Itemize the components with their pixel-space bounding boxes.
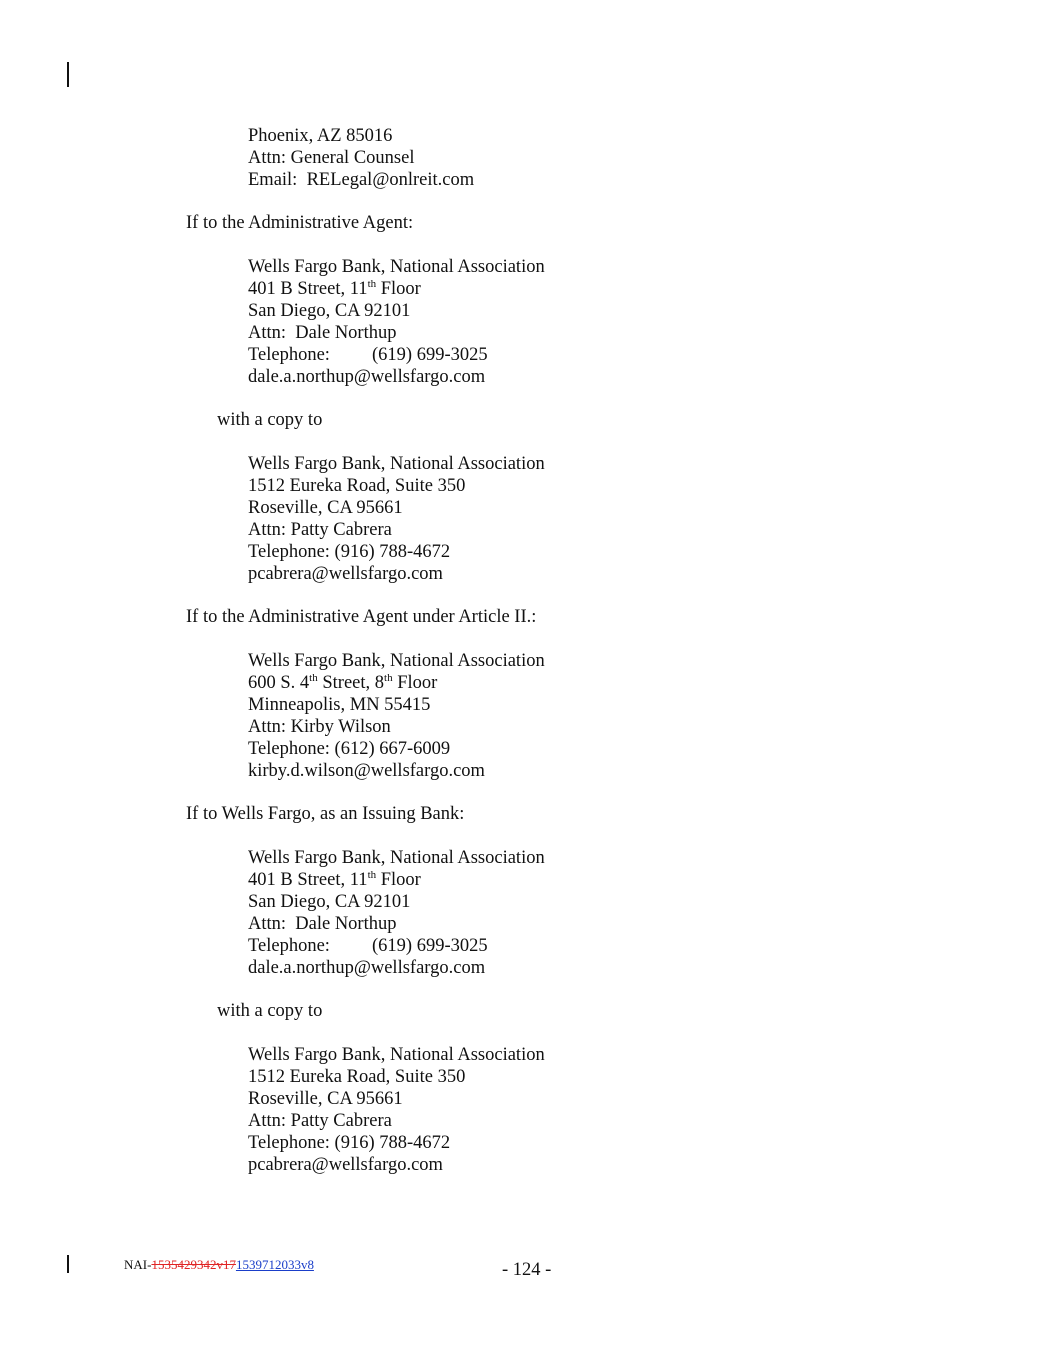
address-city: Roseville, CA 95661	[248, 498, 403, 518]
doc-id-prefix: NAI-	[124, 1257, 152, 1272]
address-street: 401 B Street, 11th Floor	[248, 868, 421, 890]
address-email: pcabrera@wellsfargo.com	[248, 564, 443, 584]
address-street: 600 S. 4th Street, 8th Floor	[248, 671, 438, 693]
page-number: - 124 -	[502, 1260, 552, 1280]
address-attn: Attn: Patty Cabrera	[248, 1111, 392, 1131]
address-attn: Attn: General Counsel	[248, 148, 415, 168]
address-street: 1512 Eureka Road, Suite 350	[248, 476, 466, 496]
address-phone: Telephone: (619) 699-3025	[248, 345, 488, 365]
copy-heading: with a copy to	[217, 410, 323, 430]
section-heading-issuing-bank: If to Wells Fargo, as an Issuing Bank:	[186, 804, 465, 824]
address-phone: Telephone: (612) 667-6009	[248, 739, 451, 759]
address-attn: Attn: Dale Northup	[248, 323, 397, 343]
address-city: San Diego, CA 92101	[248, 301, 411, 321]
copy-heading: with a copy to	[217, 1001, 323, 1021]
address-phone: Telephone: (916) 788-4672	[248, 1133, 451, 1153]
address-bank: Wells Fargo Bank, National Association	[248, 454, 545, 474]
section-heading-admin-agent: If to the Administrative Agent:	[186, 213, 414, 233]
address-attn: Attn: Patty Cabrera	[248, 520, 392, 540]
section-heading-admin-agent-article-ii: If to the Administrative Agent under Article II.:	[186, 607, 537, 627]
address-city: Roseville, CA 95661	[248, 1089, 403, 1109]
document-id	[124, 1257, 314, 1273]
address-bank: Wells Fargo Bank, National Association	[248, 848, 545, 868]
address-city: Phoenix, AZ 85016	[248, 126, 393, 146]
address-email: dale.a.northup@wellsfargo.com	[248, 958, 486, 978]
address-email: pcabrera@wellsfargo.com	[248, 1155, 443, 1175]
address-bank: Wells Fargo Bank, National Association	[248, 257, 545, 277]
address-email: dale.a.northup@wellsfargo.com	[248, 367, 486, 387]
address-city: San Diego, CA 92101	[248, 892, 411, 912]
address-street: 1512 Eureka Road, Suite 350	[248, 1067, 466, 1087]
doc-id-inserted: 1539712033v8	[235, 1257, 314, 1272]
address-attn: Attn: Dale Northup	[248, 914, 397, 934]
doc-id-deleted: 1535429342v17	[151, 1257, 236, 1272]
address-street: 401 B Street, 11th Floor	[248, 277, 421, 299]
address-phone: Telephone: (619) 699-3025	[248, 936, 488, 956]
address-phone: Telephone: (916) 788-4672	[248, 542, 451, 562]
change-bar-footer	[67, 1255, 69, 1273]
address-email: kirby.d.wilson@wellsfargo.com	[248, 761, 485, 781]
change-bar-top	[67, 62, 69, 87]
address-city: Minneapolis, MN 55415	[248, 695, 431, 715]
address-email: Email: RELegal@onlreit.com	[248, 170, 475, 190]
address-bank: Wells Fargo Bank, National Association	[248, 1045, 545, 1065]
address-attn: Attn: Kirby Wilson	[248, 717, 391, 737]
address-bank: Wells Fargo Bank, National Association	[248, 651, 545, 671]
